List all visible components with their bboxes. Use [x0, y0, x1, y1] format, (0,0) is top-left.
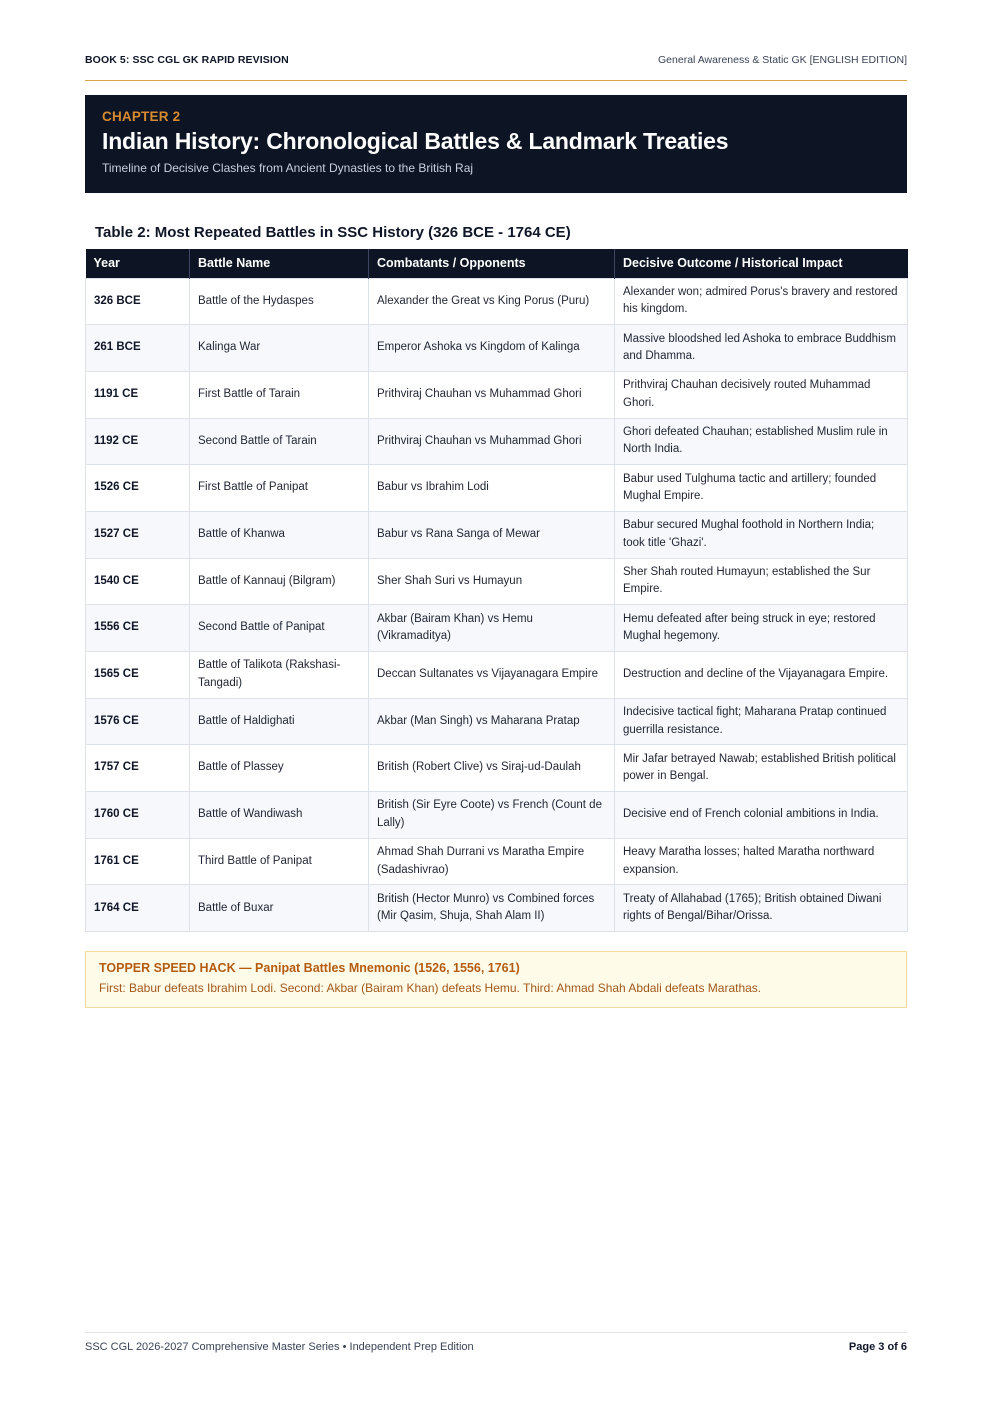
cell-outcome: Prithviraj Chauhan decisively routed Muhammad Ghori.	[615, 371, 908, 418]
cell-outcome: Heavy Maratha losses; halted Maratha northward expansion.	[615, 838, 908, 885]
chapter-subtitle: Timeline of Decisive Clashes from Ancient Dynasties to the British Raj	[102, 161, 474, 175]
cell-battle-name: Third Battle of Panipat	[190, 838, 369, 885]
speed-hack-title: TOPPER SPEED HACK — Panipat Battles Mnemonic (1526, 1556, 1761)	[99, 961, 520, 975]
cell-year: 1565 CE	[86, 652, 190, 699]
cell-combatants: Babur vs Ibrahim Lodi	[369, 465, 615, 512]
cell-year: 1760 CE	[86, 792, 190, 839]
cell-battle-name: Battle of Buxar	[190, 885, 369, 932]
speed-hack-text: First: Babur defeats Ibrahim Lodi. Second: Akbar (Bairam Khan) defeats Hemu. Third: Ahmad Shah Abdali defeats Marathas.	[99, 981, 762, 995]
cell-year: 1556 CE	[86, 605, 190, 652]
cell-year: 1526 CE	[86, 465, 190, 512]
cell-year: 261 BCE	[86, 325, 190, 372]
chapter-label: CHAPTER 2	[102, 109, 181, 124]
cell-outcome: Mir Jafar betrayed Nawab; established British political power in Bengal.	[615, 745, 908, 792]
running-footer	[85, 1332, 907, 1353]
cell-combatants: British (Sir Eyre Coote) vs French (Count de Lally)	[369, 792, 615, 839]
cell-battle-name: First Battle of Tarain	[190, 371, 369, 418]
chapter-title: Indian History: Chronological Battles & Landmark Treaties	[102, 128, 729, 154]
table-row	[86, 838, 908, 885]
cell-combatants: Akbar (Bairam Khan) vs Hemu (Vikramaditya)	[369, 605, 615, 652]
table-row	[86, 558, 908, 605]
battles-table	[85, 249, 908, 932]
table-row	[86, 465, 908, 512]
running-header	[85, 54, 907, 81]
cell-combatants: Alexander the Great vs King Porus (Puru)	[369, 278, 615, 325]
cell-battle-name: Battle of Haldighati	[190, 698, 369, 745]
cell-year: 1764 CE	[86, 885, 190, 932]
cell-battle-name: Battle of Talikota (Rakshasi-Tangadi)	[190, 652, 369, 699]
table-row	[86, 792, 908, 839]
cell-battle-name: Battle of Khanwa	[190, 511, 369, 558]
cell-year: 1540 CE	[86, 558, 190, 605]
cell-battle-name: Battle of Wandiwash	[190, 792, 369, 839]
cell-combatants: Ahmad Shah Durrani vs Maratha Empire (Sadashivrao)	[369, 838, 615, 885]
chapter-banner	[85, 95, 907, 193]
cell-outcome: Babur secured Mughal foothold in Northern India; took title 'Ghazi'.	[615, 511, 908, 558]
cell-outcome: Hemu defeated after being struck in eye; restored Mughal hegemony.	[615, 605, 908, 652]
column-header-outcome: Decisive Outcome / Historical Impact	[615, 249, 908, 278]
cell-outcome: Treaty of Allahabad (1765); British obtained Diwani rights of Bengal/Bihar/Orissa.	[615, 885, 908, 932]
cell-combatants: Deccan Sultanates vs Vijayanagara Empire	[369, 652, 615, 699]
table-body	[86, 278, 908, 932]
table-row	[86, 325, 908, 372]
table-header-row	[86, 249, 908, 278]
cell-outcome: Destruction and decline of the Vijayanagara Empire.	[615, 652, 908, 699]
column-header-year: Year	[86, 249, 190, 278]
table-row	[86, 418, 908, 465]
cell-battle-name: Battle of the Hydaspes	[190, 278, 369, 325]
cell-battle-name: Kalinga War	[190, 325, 369, 372]
table-row	[86, 652, 908, 699]
cell-combatants: British (Robert Clive) vs Siraj-ud-Daulah	[369, 745, 615, 792]
series-name: SSC CGL 2026-2027 Comprehensive Master Series • Independent Prep Edition	[85, 1341, 474, 1353]
cell-combatants: Akbar (Man Singh) vs Maharana Pratap	[369, 698, 615, 745]
table-row	[86, 698, 908, 745]
cell-combatants: British (Hector Munro) vs Combined forces (Mir Qasim, Shuja, Shah Alam II)	[369, 885, 615, 932]
cell-year: 1527 CE	[86, 511, 190, 558]
table-row	[86, 371, 908, 418]
cell-outcome: Massive bloodshed led Ashoka to embrace Buddhism and Dhamma.	[615, 325, 908, 372]
table-row	[86, 745, 908, 792]
cell-combatants: Prithviraj Chauhan vs Muhammad Ghori	[369, 371, 615, 418]
cell-year: 1192 CE	[86, 418, 190, 465]
table-caption: Table 2: Most Repeated Battles in SSC History (326 BCE - 1764 CE)	[95, 224, 571, 241]
speed-hack-box	[85, 951, 907, 1008]
cell-combatants: Sher Shah Suri vs Humayun	[369, 558, 615, 605]
cell-year: 326 BCE	[86, 278, 190, 325]
cell-battle-name: Second Battle of Tarain	[190, 418, 369, 465]
cell-battle-name: Battle of Plassey	[190, 745, 369, 792]
cell-battle-name: Second Battle of Panipat	[190, 605, 369, 652]
cell-outcome: Sher Shah routed Humayun; established the Sur Empire.	[615, 558, 908, 605]
cell-combatants: Emperor Ashoka vs Kingdom of Kalinga	[369, 325, 615, 372]
table-row	[86, 885, 908, 932]
cell-outcome: Alexander won; admired Porus's bravery and restored his kingdom.	[615, 278, 908, 325]
table-row	[86, 605, 908, 652]
cell-year: 1576 CE	[86, 698, 190, 745]
cell-combatants: Babur vs Rana Sanga of Mewar	[369, 511, 615, 558]
cell-battle-name: First Battle of Panipat	[190, 465, 369, 512]
cell-outcome: Indecisive tactical fight; Maharana Pratap continued guerrilla resistance.	[615, 698, 908, 745]
column-header-battle-name: Battle Name	[190, 249, 369, 278]
table-row	[86, 278, 908, 325]
cell-outcome: Decisive end of French colonial ambitions in India.	[615, 792, 908, 839]
cell-battle-name: Battle of Kannauj (Bilgram)	[190, 558, 369, 605]
page-number: Page 3 of 6	[848, 1341, 907, 1353]
cell-outcome: Babur used Tulghuma tactic and artillery; founded Mughal Empire.	[615, 465, 908, 512]
cell-year: 1761 CE	[86, 838, 190, 885]
cell-outcome: Ghori defeated Chauhan; established Muslim rule in North India.	[615, 418, 908, 465]
cell-year: 1757 CE	[86, 745, 190, 792]
cell-year: 1191 CE	[86, 371, 190, 418]
table-row	[86, 511, 908, 558]
book-title: BOOK 5: SSC CGL GK RAPID REVISION	[85, 54, 289, 66]
column-header-combatants: Combatants / Opponents	[369, 249, 615, 278]
edition-label: General Awareness & Static GK [ENGLISH EDITION]	[658, 54, 907, 66]
cell-combatants: Prithviraj Chauhan vs Muhammad Ghori	[369, 418, 615, 465]
